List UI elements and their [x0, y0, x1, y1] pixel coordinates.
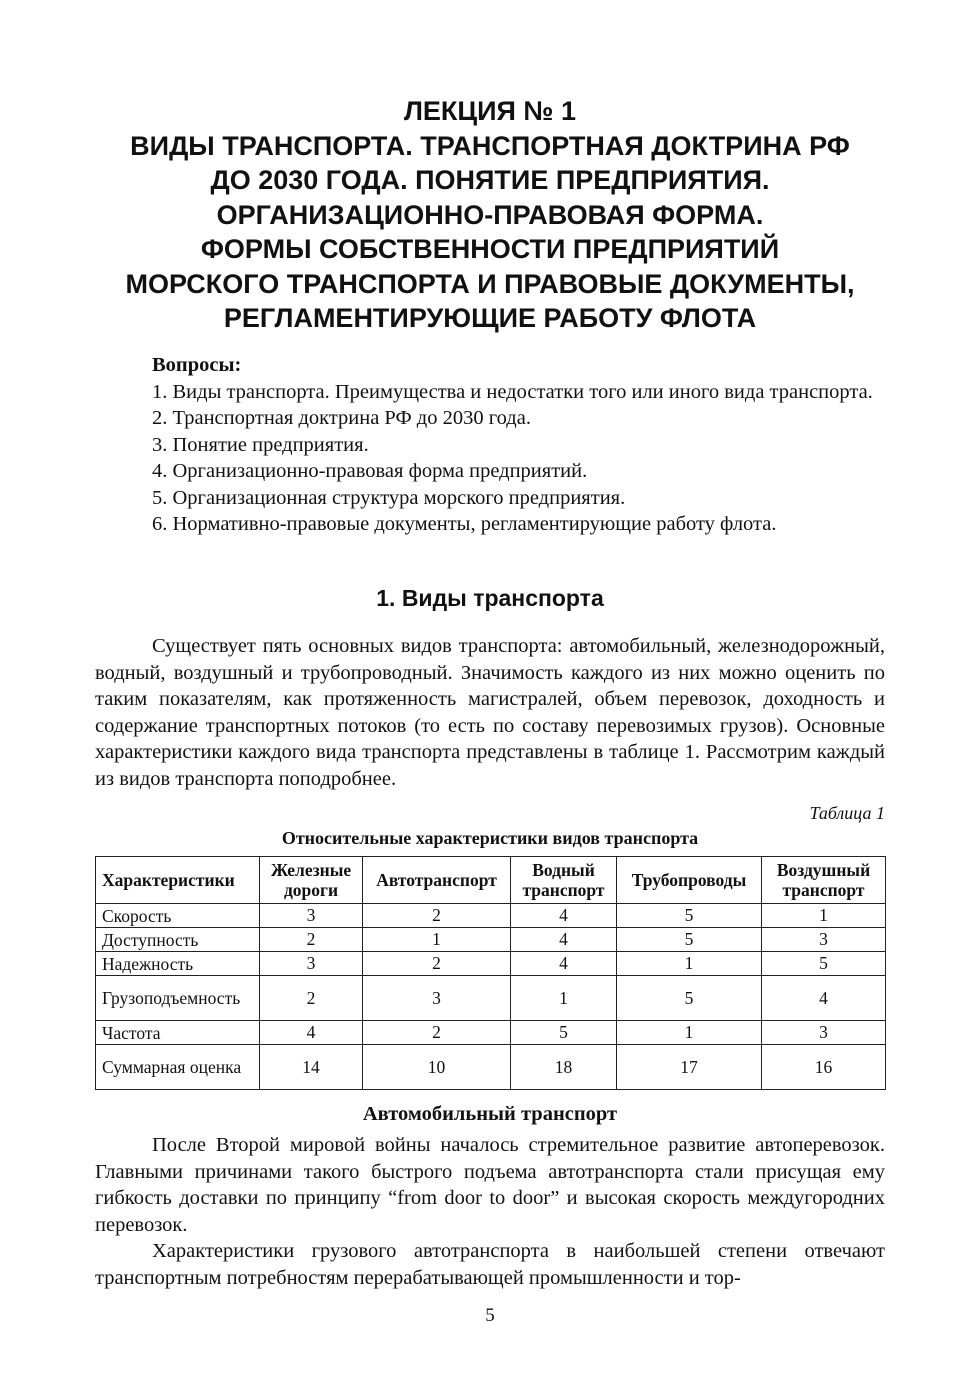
table-cell: 2: [363, 1021, 511, 1045]
table-cell: 5: [511, 1021, 617, 1045]
section-heading: 1. Виды транспорта: [376, 585, 604, 611]
table-header-cell: Автотранспорт: [363, 857, 511, 904]
question-item: 2. Транспортная доктрина РФ до 2030 года.: [152, 407, 531, 429]
table-cell: 1: [511, 976, 617, 1021]
row-label: Суммарная оценка: [96, 1045, 260, 1090]
table-cell: 1: [363, 928, 511, 952]
table-cell: 10: [363, 1045, 511, 1090]
table-cell: 5: [617, 976, 762, 1021]
table-cell: 3: [363, 976, 511, 1021]
table-row: [96, 904, 886, 928]
row-label: Надежность: [96, 952, 260, 976]
questions-block: [95, 352, 885, 538]
page-number: 5: [485, 1305, 495, 1326]
table-cell: 1: [617, 1021, 762, 1045]
table-header-row: [96, 857, 886, 904]
table-cell: 14: [260, 1045, 363, 1090]
title-line: ОРГАНИЗАЦИОННО-ПРАВОВАЯ ФОРМА.: [216, 199, 764, 230]
table-cell: 2: [260, 928, 363, 952]
table-cell: 1: [762, 904, 886, 928]
table-cell: 1: [617, 952, 762, 976]
question-item: 6. Нормативно-правовые документы, регламентирующие работу флота.: [152, 513, 777, 535]
table-row: [96, 1045, 886, 1090]
row-label: Частота: [96, 1021, 260, 1045]
table-row: [96, 952, 886, 976]
question-item: 5. Организационная структура морского предприятия.: [152, 486, 626, 509]
questions-heading: Вопросы:: [152, 354, 242, 376]
table-cell: 5: [617, 928, 762, 952]
title-line: МОРСКОГО ТРАНСПОРТА И ПРАВОВЫЕ ДОКУМЕНТЫ,: [125, 268, 855, 299]
table-row: [96, 976, 886, 1021]
table-cell: 2: [260, 976, 363, 1021]
title-line: ЛЕКЦИЯ № 1: [403, 96, 577, 126]
table-cell: 5: [762, 952, 886, 976]
table-header-cell: Характеристики: [96, 857, 260, 904]
lecture-title: [80, 94, 900, 336]
table-cell: 2: [363, 952, 511, 976]
table-cell: 3: [762, 928, 886, 952]
row-label: Скорость: [96, 904, 260, 928]
body-paragraph: Существует пять основных видов транспорта: автомобильный, железнодорожный, водный, воздушный и трубопроводный. Значимость каждого из них можно оценить по таким показателям, как протяженность магистралей, объем перевозок, доходность и содержание транспортных потоков (то есть по составу перевозимых грузов). Основные характеристики каждого вида транспорта представлены в таблице 1. Рассмотрим каждый из видов транспорта поподробнее.: [95, 635, 885, 790]
body-paragraph: После Второй мировой войны началось стремительное развитие автоперевозок. Главными причинами такого быстрого подъема автотранспорта стали присущая ему гибкость доставки по принципу “from door to door” и высокая скорость междугородних перевозок.: [95, 1134, 885, 1236]
question-item: 3. Понятие предприятия.: [152, 433, 369, 456]
table-cell: 4: [511, 904, 617, 928]
table-cell: 4: [511, 928, 617, 952]
table-row: [96, 1021, 886, 1045]
title-line: ФОРМЫ СОБСТВЕННОСТИ ПРЕДПРИЯТИЙ: [200, 234, 780, 264]
table-row: [96, 928, 886, 952]
table-cell: 17: [617, 1045, 762, 1090]
table-cell: 2: [363, 904, 511, 928]
table-cell: 5: [617, 904, 762, 928]
subsection-heading: Автомобильный транспорт: [362, 1103, 618, 1125]
table-header-cell: Железные дороги: [260, 857, 363, 904]
table-caption: Таблица 1: [809, 803, 885, 823]
question-item: 4. Организационно-правовая форма предприятий.: [152, 460, 588, 482]
table-cell: 18: [511, 1045, 617, 1090]
table-cell: 4: [260, 1021, 363, 1045]
transport-characteristics-table: [95, 856, 886, 1090]
table-title: Относительные характеристики видов транспорта: [281, 828, 699, 848]
table-header-cell: Водный транспорт: [511, 857, 617, 904]
row-label: Грузоподъемность: [96, 976, 260, 1021]
title-line: ВИДЫ ТРАНСПОРТА. ТРАНСПОРТНАЯ ДОКТРИНА РФ: [130, 130, 850, 161]
table-cell: 3: [260, 904, 363, 928]
table-header-cell: Воздушный транспорт: [762, 857, 886, 904]
table-cell: 4: [762, 976, 886, 1021]
table-cell: 3: [260, 952, 363, 976]
body-paragraph: Характеристики грузового автотранспорта в наибольшей степени отвечают транспортным потребностям перерабатывающей промышленности и тор-: [95, 1240, 885, 1289]
table-cell: 3: [762, 1021, 886, 1045]
title-line: ДО 2030 ГОДА. ПОНЯТИЕ ПРЕДПРИЯТИЯ.: [210, 165, 770, 195]
table-cell: 4: [511, 952, 617, 976]
table-header-cell: Трубопроводы: [617, 857, 762, 904]
row-label: Доступность: [96, 928, 260, 952]
question-item: 1. Виды транспорта. Преимущества и недостатки того или иного вида транспорта.: [152, 380, 873, 403]
table-cell: 16: [762, 1045, 886, 1090]
title-line: РЕГЛАМЕНТИРУЮЩИЕ РАБОТУ ФЛОТА: [223, 303, 757, 333]
